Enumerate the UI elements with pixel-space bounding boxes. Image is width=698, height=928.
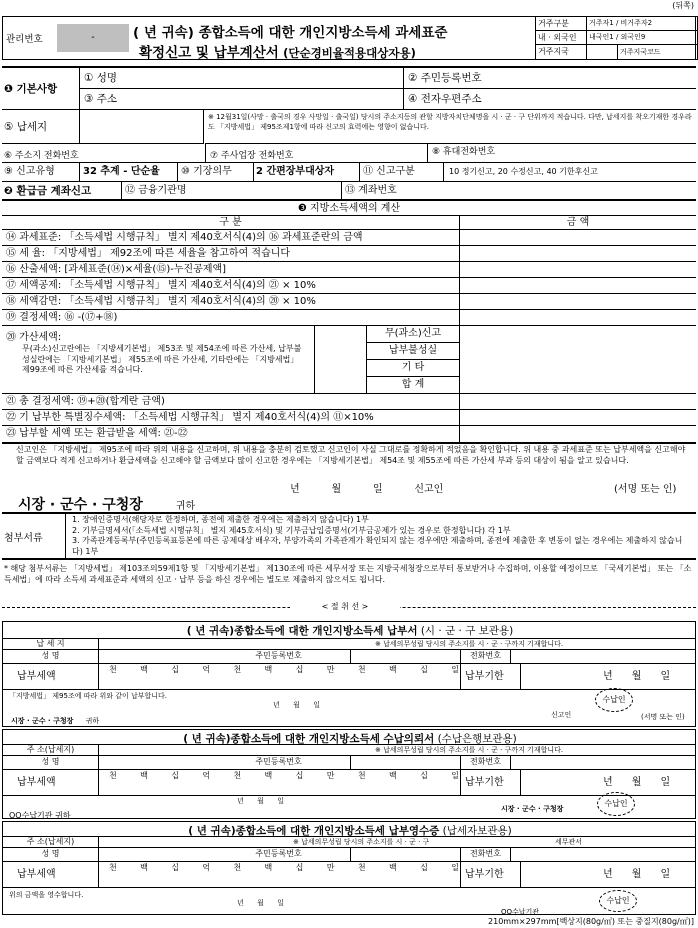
computed-tax-amount[interactable] bbox=[460, 262, 696, 278]
digit-label: 백 bbox=[264, 863, 273, 872]
calc-row-credit bbox=[2, 278, 696, 294]
calc-col-amount: 금 액 bbox=[566, 217, 590, 228]
digit-label: 천 bbox=[357, 771, 366, 780]
report-type-label: ⑨ 신고유형 bbox=[2, 163, 80, 182]
slip-date: 년 월 일 bbox=[237, 797, 284, 805]
slip-rrn-label: 주민등록번호 bbox=[207, 756, 351, 769]
residence-country-label: 거주지국 bbox=[535, 44, 587, 60]
slip-name-label: 성 명 bbox=[3, 848, 99, 861]
slip-taxplace-row bbox=[3, 836, 695, 848]
residency-box bbox=[535, 16, 698, 60]
slip-deadline-label: 납부기한 bbox=[461, 770, 521, 795]
slip-phone-label: 전화번호 bbox=[461, 756, 511, 769]
mobile-phone-field[interactable]: ⑧ 휴대전화번호 bbox=[432, 147, 496, 157]
slip-title bbox=[3, 623, 697, 638]
digit-label: 만 bbox=[326, 771, 335, 780]
attachment-item: 2. 기부금명세서(「소득세법 시행규칙」 별지 제45호서식) 및 기부금납입증명서(기부금공제가 있는 경우로 한정합니다) 각 1부 bbox=[72, 525, 511, 535]
digit-label: 십 bbox=[420, 665, 428, 674]
calc-heading: ❸ 지방소득세액의 계산 bbox=[2, 202, 696, 216]
penalty-items bbox=[366, 326, 460, 394]
slip-title-main: ( 년 귀속)종합소득에 대한 개인지방소득세 납부영수증 bbox=[188, 825, 440, 837]
calc-row-rate bbox=[2, 246, 696, 262]
slip-amount-digits[interactable] bbox=[99, 862, 461, 887]
digit-label: 일 bbox=[451, 771, 459, 780]
slip-amount-label: 납부세액 bbox=[3, 770, 99, 795]
row-desc: 「소득세법 시행규칙」 별지 제40호서식(4)의 ㉑ × 10% bbox=[64, 280, 316, 291]
digit-label: 백 bbox=[140, 665, 148, 674]
digit-label: 일 bbox=[451, 863, 459, 872]
form-title-sub: (단순경비율적용대상자용) bbox=[283, 46, 416, 60]
declaration-recipient bbox=[18, 494, 195, 514]
digit-label: 십 bbox=[171, 863, 179, 872]
slip-recipient-office: 시장 · 군수 · 구청장 bbox=[11, 717, 74, 725]
slip-deadline-label: 납부기한 bbox=[461, 664, 521, 689]
bookkeeping-label: ⑩ 기장의무 bbox=[178, 163, 254, 182]
payment-slip bbox=[2, 621, 696, 727]
declaration-date: 년 월 일 신고인 bbox=[290, 484, 444, 495]
bookkeeping-value[interactable]: 2 간편장부대상자 bbox=[254, 163, 360, 182]
digit-label: 백 bbox=[388, 665, 397, 674]
calc-row-due bbox=[2, 426, 696, 442]
form-title-line2 bbox=[139, 41, 539, 61]
digit-label: 백 bbox=[264, 665, 273, 674]
digit-label: 천 bbox=[109, 863, 117, 872]
slip-recipient-office: 시장 · 군수 · 구청장 bbox=[501, 805, 564, 813]
form-title-main: 확정신고 및 납부계산서 bbox=[139, 45, 279, 61]
attachment-item: 3. 가족관계등록부(주민등록표등본에 따른 공제대상 배우자, 부양가족의 가족관계가 확인되지 않는 경우에만 제출하며, 종전에 제출한 후 변동이 없는 경우에는 제출하지 않습니다) 1부 bbox=[72, 536, 683, 556]
slip-rrn-label: 주민등록번호 bbox=[207, 848, 351, 861]
digit-label: 십 bbox=[171, 771, 179, 780]
address-field[interactable]: ③ 주소 bbox=[80, 89, 404, 110]
penalty-item-other: 기 타 bbox=[367, 360, 459, 377]
digit-label: 백 bbox=[264, 771, 273, 780]
slip-amount-row bbox=[3, 770, 695, 796]
cut-line-label: < 절 취 선 > bbox=[290, 601, 400, 612]
slip-bank-name: OO수납기관 bbox=[501, 908, 540, 916]
row-no: ⑭ bbox=[6, 232, 16, 243]
slip-amount-row bbox=[3, 664, 695, 690]
attachments-label: 첨부서류 bbox=[2, 514, 66, 558]
calc-row-computed-tax bbox=[2, 262, 696, 278]
declaration-block bbox=[2, 442, 696, 512]
row-no: ⑱ bbox=[6, 296, 16, 307]
report-kind-options[interactable]: 10 정기신고, 20 수정신고, 40 기한후신고 bbox=[449, 167, 598, 176]
digit-label: 십 bbox=[295, 863, 304, 872]
digit-label: 만 bbox=[326, 665, 335, 674]
slip-tax-office: 세무관서 bbox=[555, 838, 583, 846]
slip-name-row bbox=[3, 756, 695, 770]
slip-taxplace-row bbox=[3, 744, 695, 756]
digit-label: 억 bbox=[202, 771, 211, 780]
row-no: ⑯ bbox=[6, 264, 16, 275]
slip-title-sub: (수납은행보관용) bbox=[437, 733, 517, 745]
slip-deadline-date[interactable]: 년 월 일 bbox=[603, 869, 671, 880]
paper-spec: 210mm×297mm[백상지(80g/㎡) 또는 중질지(80g/㎡)] bbox=[488, 917, 694, 926]
payment-request-slip bbox=[2, 729, 696, 819]
row-no: ⑰ bbox=[6, 280, 16, 291]
nationality-label: 내 · 외국인 bbox=[535, 30, 587, 45]
row-label: 과세표준: bbox=[19, 232, 62, 243]
slip-sign[interactable]: (서명 또는 인) bbox=[641, 713, 685, 721]
taxplace-label: ⑤ 납세지 bbox=[2, 110, 80, 144]
bank-name-field[interactable]: ⑫ 금융기관명 bbox=[122, 182, 342, 201]
digit-label: 백 bbox=[140, 771, 148, 780]
attachments-list bbox=[72, 515, 692, 557]
slip-title-sub: (납세자보관용) bbox=[442, 825, 512, 837]
row-desc: 「지방세법」 제92조에 따른 세율을 참고하여 적습니다 bbox=[48, 248, 291, 259]
slip-name-label: 성 명 bbox=[3, 756, 99, 769]
slip-bank bbox=[9, 810, 71, 821]
slip-receipt-text: 위의 금액을 영수합니다. bbox=[9, 891, 84, 899]
slip-phone-label: 전화번호 bbox=[461, 848, 511, 861]
digit-label: 천 bbox=[357, 665, 366, 674]
slip-title-main: ( 년 귀속)종합소득에 대한 개인지방소득세 납부서 bbox=[186, 625, 418, 637]
slip-reporter: 신고인 bbox=[551, 711, 572, 719]
slip-title-sub: (시 · 군 · 구 보관용) bbox=[420, 625, 514, 637]
row-desc: ⑯ -(⑰+⑱) bbox=[64, 312, 118, 323]
digit-label: 천 bbox=[233, 771, 242, 780]
calc-row-reduction bbox=[2, 294, 696, 310]
refund-account-row bbox=[2, 182, 696, 201]
mgmt-label: 관리번호 bbox=[6, 34, 43, 45]
row-desc: [과세표준(⑭)×세율(⑮)-누진공제액] bbox=[64, 264, 227, 275]
receipt-stamp-icon: 수납인 bbox=[597, 792, 635, 816]
basic-info-section bbox=[2, 66, 696, 142]
determined-tax-amount[interactable] bbox=[460, 310, 696, 326]
calc-header-row bbox=[2, 216, 696, 230]
slip-amount-digits[interactable] bbox=[99, 664, 461, 689]
residence-country-field[interactable] bbox=[586, 44, 618, 60]
slip-amount-label: 납부세액 bbox=[3, 862, 99, 887]
row-label: 세액감면: bbox=[19, 296, 62, 307]
declaration-sign[interactable]: (서명 또는 인) bbox=[614, 484, 677, 495]
prepaid-tax-label: ㉒ 기 납부한 특별징수세액: 「소득세법 시행규칙」 별지 제40호서식(4)의 ⑪×10% bbox=[2, 410, 460, 426]
calc-row-determined bbox=[2, 310, 696, 326]
row-desc: 「소득세법 시행규칙」 별지 제40호서식(4)의 ⑯ 과세표준란의 금액 bbox=[64, 232, 363, 243]
refund-heading: ❷ 환급금 계좌신고 bbox=[2, 182, 122, 201]
calc-col-item: 구 분 bbox=[2, 216, 460, 230]
row-label: 세액공제: bbox=[19, 280, 62, 291]
slip-bank-name: OO수납기관 bbox=[9, 811, 53, 820]
slip-name-row bbox=[3, 848, 695, 862]
prepaid-tax-amount[interactable] bbox=[460, 410, 696, 426]
slip-title-main: ( 년 귀속)종합소득에 대한 개인지방소득세 수납의뢰서 bbox=[183, 733, 435, 745]
slip-rrn-label: 주민등록번호 bbox=[207, 650, 351, 663]
residence-country-code[interactable]: 거주지국코드 bbox=[617, 44, 698, 60]
digit-label: 백 bbox=[388, 771, 397, 780]
slip-taxplace-label: 주 소(납세지) bbox=[3, 745, 99, 756]
digit-label: 천 bbox=[109, 665, 117, 674]
slip-recipient-suffix: 귀하 bbox=[85, 717, 100, 725]
calc-row-prepaid bbox=[2, 410, 696, 426]
slip-rrn-field[interactable] bbox=[351, 650, 461, 663]
taxplace-note: ※ 12월31일(사망 · 출국의 경우 사망일 · 출국일) 당시의 주소지등의 관할 지방자치단체명을 시 · 군 · 구 단위까지 적습니다. 다만, 납세지를 착오기재한 경우라도 「지방세법」 제95조제1항에 따라 신고의 효력에는 영향이 없습니다. bbox=[206, 111, 696, 144]
calc-rows bbox=[2, 230, 696, 326]
reduction-amount[interactable] bbox=[460, 294, 696, 310]
report-type-value[interactable]: 32 추계 - 단순율 bbox=[80, 163, 178, 182]
rrn-field[interactable]: ② 주민등록번호 bbox=[404, 68, 696, 89]
mgmt-number-field[interactable]: - bbox=[57, 24, 129, 52]
slip-deadline-date[interactable]: 년 월 일 bbox=[603, 671, 671, 682]
slip-taxplace-note: ※ 납세의무성립 당시의 주소지를 시 · 군 · 구 bbox=[293, 838, 430, 846]
taxplace-field[interactable] bbox=[80, 110, 204, 144]
digit-label: 천 bbox=[233, 863, 242, 872]
digit-label: 억 bbox=[202, 665, 211, 674]
digit-label: 십 bbox=[420, 863, 428, 872]
slip-phone-label: 전화번호 bbox=[461, 650, 511, 663]
penalty-desc: 무(과소)신고란에는 「지방세기본법」 제53조 및 제54조에 따른 가산세, 납부불성실란에는 「지방세기본법」 제55조에 따른 가산세, 기타란에는 「지방세법」 제99조에 따른 가산세를 적습니다. bbox=[22, 344, 302, 374]
digit-label: 천 bbox=[109, 771, 117, 780]
payment-receipt-slip bbox=[2, 821, 696, 915]
digit-label: 십 bbox=[295, 771, 304, 780]
attachment-item: 1. 장애인증명서(해당자로 한정하며, 종전에 제출한 경우에는 제출하지 않습니다) 1부 bbox=[72, 515, 369, 524]
digit-label: 만 bbox=[326, 863, 335, 872]
slip-amount-row bbox=[3, 862, 695, 888]
tax-base-amount[interactable] bbox=[460, 230, 696, 246]
residency-type-label: 거주구분 bbox=[535, 16, 587, 31]
slip-taxplace-note: ※ 납세의무성립 당시의 주소지를 시 · 군 · 구까지 기재합니다. bbox=[375, 640, 564, 648]
residency-type-value[interactable]: 거주자1 / 비거주자2 bbox=[586, 16, 698, 31]
slip-rrn-field[interactable] bbox=[351, 848, 461, 861]
slip-date: 년 월 일 bbox=[273, 701, 320, 709]
row-label: 산출세액: bbox=[19, 264, 62, 275]
digit-label: 백 bbox=[140, 863, 148, 872]
home-phone-field[interactable]: ⑥ 주소지 전화번호 bbox=[2, 143, 206, 163]
row-no: ⑮ bbox=[6, 248, 16, 259]
row-label: 결정세액: bbox=[19, 312, 62, 323]
declaration-text: 신고인은 「지방세법」 제95조에 따라 위의 내용을 신고하며, 위 내용을 충분히 검토했고 신고인이 사실 그대로를 정확하게 적었음을 확인합니다. 위 내용 중 과세표준 또는 납부세액을 신고해야 할 금액보다 적게 신고하거나 환급세액을 신고해야 할 금액보다 많이 신고한 경우에는 「지방세기본법」 제54조 및 제55조에 따른 가산세 부과 등의 대상이 됨을 알고 있습니다. bbox=[16, 445, 686, 465]
slip-bank-suffix: 귀하 bbox=[55, 811, 71, 820]
digit-label: 천 bbox=[357, 863, 366, 872]
slip-date: 년 월 일 bbox=[237, 899, 284, 907]
penalty-item-underreport: 무(과소)신고 bbox=[367, 326, 459, 343]
penalty-block bbox=[2, 326, 696, 394]
slip-amount-digits[interactable] bbox=[99, 770, 461, 795]
due-tax-label: ㉓ 납부할 세액 또는 환급받을 세액: ㉑-㉒ bbox=[2, 426, 460, 442]
calc-row-total bbox=[2, 394, 696, 410]
account-number-field[interactable]: ⑬ 계좌번호 bbox=[345, 185, 397, 196]
slip-taxplace-note: ※ 납세의무성립 당시의 주소지를 시 · 군 · 구까지 기재합니다. bbox=[375, 746, 564, 754]
total-tax-label: ㉑ 총 결정세액: ⑲+⑳(합계란 금액) bbox=[2, 394, 460, 410]
digit-label: 십 bbox=[171, 665, 179, 674]
slip-amount-label: 납부세액 bbox=[3, 664, 99, 689]
receipt-stamp-icon: 수납인 bbox=[595, 688, 633, 712]
slip-recipient bbox=[11, 716, 99, 726]
credit-amount[interactable] bbox=[460, 278, 696, 294]
rate-amount[interactable] bbox=[460, 246, 696, 262]
digit-label: 백 bbox=[388, 863, 397, 872]
slip-deadline-date[interactable]: 년 월 일 bbox=[603, 777, 671, 788]
recipient-suffix: 귀하 bbox=[175, 501, 196, 512]
report-kind-label: ⑪ 신고구분 bbox=[360, 163, 444, 182]
digit-label: 억 bbox=[202, 863, 211, 872]
form-title-line1: ( 년 귀속) 종합소득에 대한 개인지방소득세 과세표준 bbox=[133, 25, 448, 41]
attachments-note: * 해당 첨부서류는 「지방세법」 제103조의59제1항 및 「지방세기본법」 제130조에 따른 세무서장 또는 지방국세청장으로부터 통보받거나 수집하며, 이용할 예정이므로 「국세기본법」 또는 「소득세법」에 따라 소득세 과세표준과 세액의 신고 · 납부 등을 하신 경우에는 별도로 제출하지 않으셔도 됩니다. bbox=[4, 564, 692, 584]
attachments-block bbox=[2, 512, 696, 560]
receipt-stamp-icon: 수납인 bbox=[599, 890, 637, 912]
slip-deadline-label: 납부기한 bbox=[461, 862, 521, 887]
digit-label: 십 bbox=[420, 771, 428, 780]
nationality-value[interactable]: 내국인1 / 외국인9 bbox=[586, 30, 698, 45]
slip-law-text: 「지방세법」 제95조에 따라 위와 같이 납부합니다. bbox=[9, 692, 167, 700]
header-block bbox=[2, 16, 696, 60]
digit-label: 십 bbox=[295, 665, 304, 674]
name-field[interactable]: ① 성명 bbox=[80, 68, 404, 89]
penalty-item-total: 합 계 bbox=[401, 379, 425, 390]
penalty-label: ⑳ 가산세액: bbox=[6, 332, 62, 343]
row-no: ⑲ bbox=[6, 312, 16, 323]
slip-name-label: 성 명 bbox=[3, 650, 99, 663]
row-label: 세 율: bbox=[19, 248, 46, 259]
basic-info-heading: ❶ 기본사항 bbox=[2, 68, 80, 110]
slip-taxplace-label: 주 소(납세지) bbox=[3, 837, 99, 848]
email-field[interactable]: ④ 전자우편주소 bbox=[404, 89, 696, 110]
digit-label: 천 bbox=[233, 665, 242, 674]
slip-taxplace-row bbox=[3, 638, 695, 650]
due-tax-amount[interactable] bbox=[460, 426, 696, 442]
slip-taxplace-label: 납 세 지 bbox=[3, 639, 99, 650]
report-type-row bbox=[2, 163, 696, 182]
row-desc: 「소득세법 시행규칙」 별지 제40호서식(4)의 ⑳ × 10% bbox=[64, 296, 316, 307]
calc-row-tax-base bbox=[2, 230, 696, 246]
penalty-item-late-payment: 납부불성실 bbox=[367, 343, 459, 360]
recipient-office: 시장 · 군수 · 구청장 bbox=[18, 497, 143, 513]
phone-row bbox=[2, 143, 696, 163]
page-side-label: (뒤쪽) bbox=[672, 1, 694, 10]
digit-label: 일 bbox=[451, 665, 459, 674]
slip-rrn-field[interactable] bbox=[351, 756, 461, 769]
slip-name-row bbox=[3, 650, 695, 664]
total-tax-amount[interactable] bbox=[460, 394, 696, 410]
business-phone-field[interactable]: ⑦ 주사업장 전화번호 bbox=[206, 143, 428, 163]
penalty-amounts[interactable] bbox=[460, 326, 696, 394]
